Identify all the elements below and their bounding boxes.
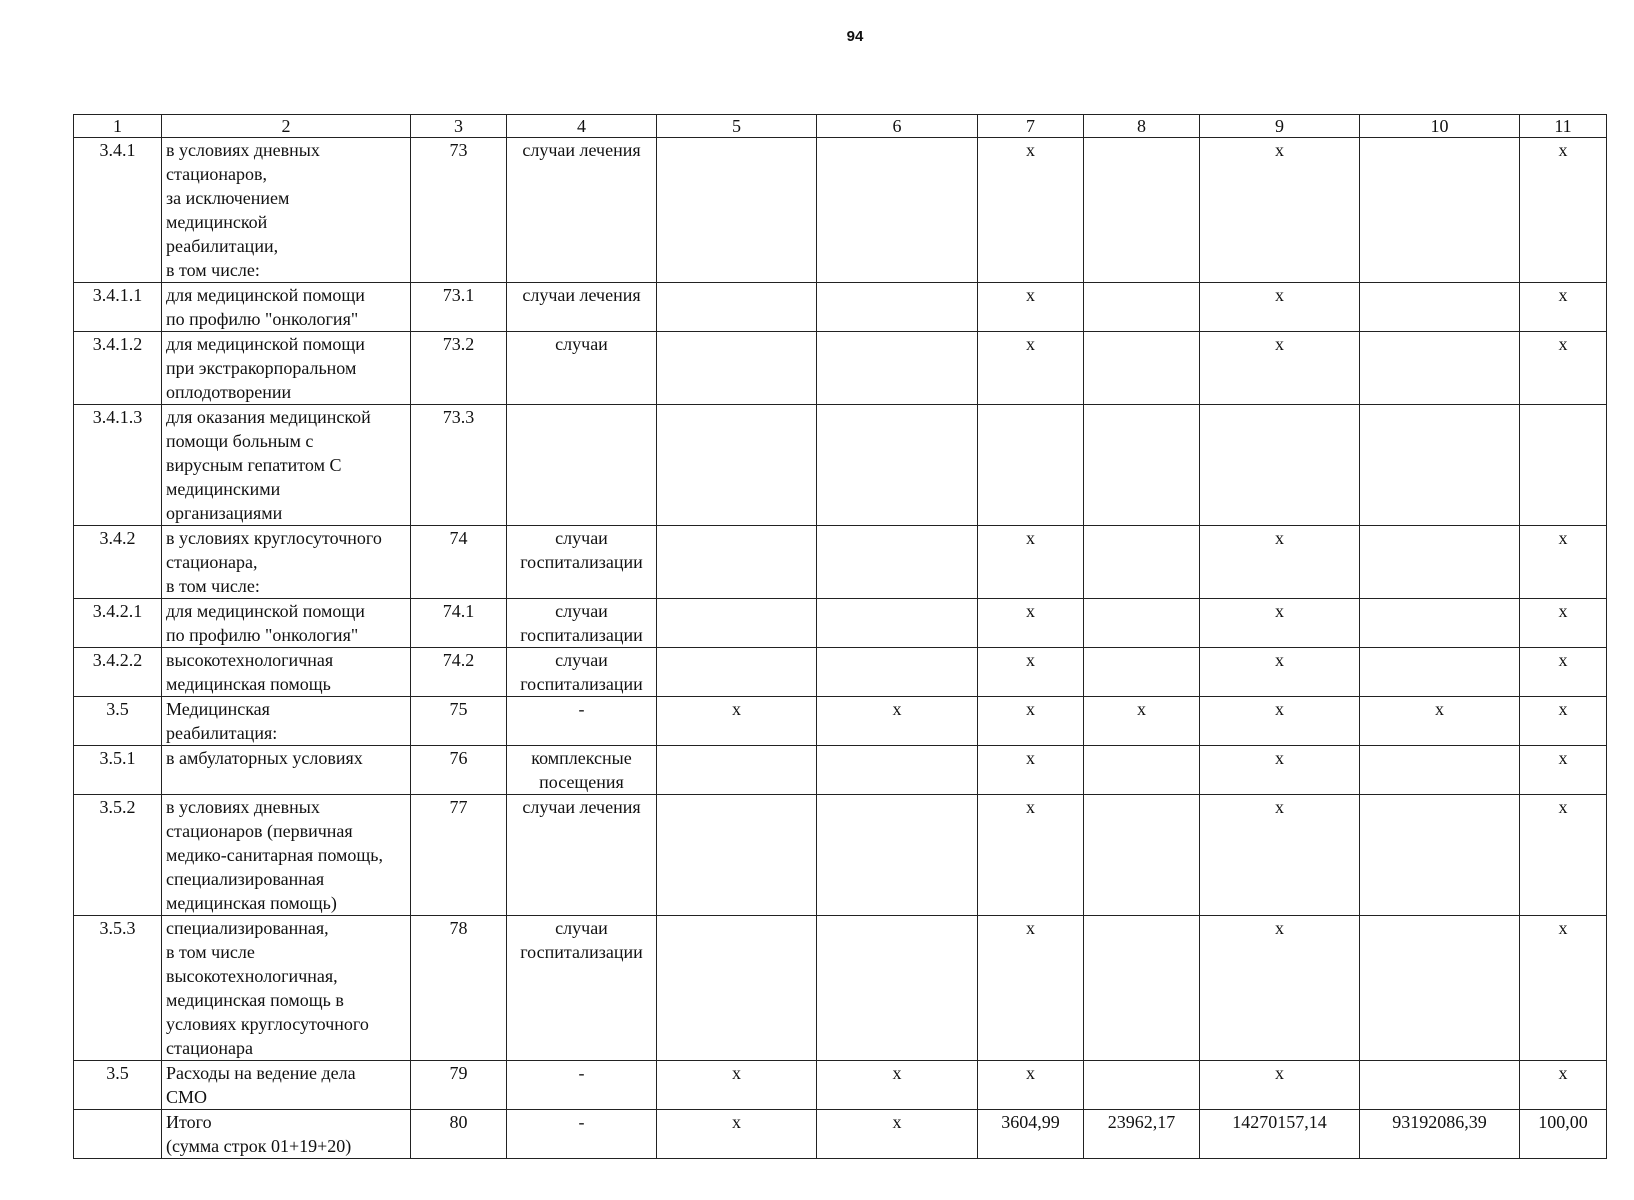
table-cell: х [978,138,1084,283]
table-cell: случаи лечения [507,283,657,332]
table-cell: - [507,697,657,746]
table-cell: 23962,17 [1084,1110,1200,1159]
table-cell [1084,1061,1200,1110]
table-cell: х [1520,648,1607,697]
table-cell [657,332,817,405]
table-cell: х [1200,916,1360,1061]
table-cell [1084,405,1200,526]
table-cell [657,526,817,599]
table-cell [1520,405,1607,526]
table-cell [1084,526,1200,599]
table-cell [1084,138,1200,283]
table-cell: х [657,1110,817,1159]
table-cell [657,916,817,1061]
table-row [74,332,1607,405]
table-cell [817,405,978,526]
table-cell: случаи госпитализации [507,599,657,648]
table-cell: Расходы на ведение дела СМО [162,1061,411,1110]
table-cell: х [978,746,1084,795]
table-cell: случаи [507,332,657,405]
table-row [74,648,1607,697]
table-row [74,283,1607,332]
table-row [74,916,1607,1061]
table-cell: - [507,1110,657,1159]
table-cell [1084,795,1200,916]
table-cell [1084,648,1200,697]
table-cell [1084,599,1200,648]
table-cell: х [1200,746,1360,795]
table-cell [1084,916,1200,1061]
table-row [74,1061,1607,1110]
column-header: 4 [507,115,657,138]
page-number: 94 [846,28,864,45]
table-cell: х [978,697,1084,746]
table-row [74,697,1607,746]
table-cell: случаи лечения [507,138,657,283]
table-cell: х [978,916,1084,1061]
table-cell: 3.4.1.2 [74,332,162,405]
table-cell: 3.5.3 [74,916,162,1061]
table-cell: в условиях круглосуточного стационара, в том числе: [162,526,411,599]
table-cell [1200,405,1360,526]
table-row [74,746,1607,795]
table-cell [1360,648,1520,697]
table-cell [1360,599,1520,648]
table-cell: х [1084,697,1200,746]
table-cell: х [1200,599,1360,648]
table-cell: х [1520,283,1607,332]
table-cell: х [1200,648,1360,697]
table-cell: 77 [411,795,507,916]
column-header: 11 [1520,115,1607,138]
table-cell: х [1200,526,1360,599]
table-cell: 3.5.1 [74,746,162,795]
column-header: 9 [1200,115,1360,138]
table-cell: в амбулаторных условиях [162,746,411,795]
table-cell [978,405,1084,526]
table-cell [1360,1061,1520,1110]
table-cell [657,648,817,697]
table-cell [657,599,817,648]
table-cell: х [1520,332,1607,405]
table-cell: для медицинской помощи при экстракорпоральном оплодотворении [162,332,411,405]
column-header: 10 [1360,115,1520,138]
table-cell: 73.1 [411,283,507,332]
table-cell [817,916,978,1061]
table-cell: х [817,1110,978,1159]
table-row [74,599,1607,648]
table-cell: х [1520,526,1607,599]
table-cell: 3604,99 [978,1110,1084,1159]
table-cell [74,1110,162,1159]
table-cell: высокотехнологичная медицинская помощь [162,648,411,697]
column-header: 8 [1084,115,1200,138]
table-cell [817,648,978,697]
data-table [73,114,1607,1159]
table-cell: 3.4.2 [74,526,162,599]
table-cell [1360,795,1520,916]
table-cell: 80 [411,1110,507,1159]
column-header: 1 [74,115,162,138]
column-header: 7 [978,115,1084,138]
table-cell: 74.1 [411,599,507,648]
table-cell: х [817,697,978,746]
table-cell [817,746,978,795]
table-cell: 73 [411,138,507,283]
table-cell: х [817,1061,978,1110]
table-cell: Медицинская реабилитация: [162,697,411,746]
table-cell: в условиях дневных стационаров (первичная медико-санитарная помощь, специализированная медицинская помощь) [162,795,411,916]
table-cell [817,283,978,332]
table-cell: х [657,1061,817,1110]
table-cell [817,138,978,283]
table-cell [817,795,978,916]
column-header: 6 [817,115,978,138]
table-cell: х [1200,138,1360,283]
table-cell: 3.5.2 [74,795,162,916]
table-cell: 3.4.1 [74,138,162,283]
table-cell: х [1520,795,1607,916]
table-cell: х [978,1061,1084,1110]
table-cell: х [978,795,1084,916]
table-cell [1084,332,1200,405]
table-cell: случаи госпитализации [507,648,657,697]
table-cell: 76 [411,746,507,795]
header-row [74,115,1607,138]
table-cell [1360,138,1520,283]
table-cell: х [657,697,817,746]
table-cell: специализированная, в том числе высокотехнологичная, медицинская помощь в условиях круглосуточного стационара [162,916,411,1061]
table-cell [1360,746,1520,795]
table-cell: в условиях дневных стационаров, за исключением медицинской реабилитации, в том числе: [162,138,411,283]
table-cell: - [507,1061,657,1110]
table-cell [1360,526,1520,599]
table-cell: х [978,283,1084,332]
table-cell: 78 [411,916,507,1061]
table-cell: 3.4.1.3 [74,405,162,526]
table-cell: х [1200,697,1360,746]
table-cell [657,405,817,526]
table-row [74,1110,1607,1159]
table-cell [657,795,817,916]
table-cell: случаи госпитализации [507,916,657,1061]
table-row [74,405,1607,526]
table-cell: 3.5 [74,697,162,746]
table-cell: 3.4.2.1 [74,599,162,648]
table-cell [657,138,817,283]
table-cell: 73.2 [411,332,507,405]
table-cell: для оказания медицинской помощи больным с вирусным гепатитом С медицинскими организациями [162,405,411,526]
table-cell: х [1360,697,1520,746]
table-cell: х [1200,795,1360,916]
table-cell: х [978,648,1084,697]
table-cell [1360,405,1520,526]
table-cell: 3.4.1.1 [74,283,162,332]
table-body [74,138,1607,1159]
table-row [74,526,1607,599]
table-cell [1360,332,1520,405]
table-cell [817,526,978,599]
table-cell [817,332,978,405]
table-cell: х [1200,283,1360,332]
table-row [74,795,1607,916]
table-cell [817,599,978,648]
table-cell: 74.2 [411,648,507,697]
table-cell: х [1520,599,1607,648]
table-cell [1360,283,1520,332]
table-cell: х [978,332,1084,405]
table-cell: 14270157,14 [1200,1110,1360,1159]
table-cell [1084,746,1200,795]
table-cell: для медицинской помощи по профилю "онкология" [162,599,411,648]
table-cell: 93192086,39 [1360,1110,1520,1159]
table-cell: х [978,526,1084,599]
table-cell: для медицинской помощи по профилю "онкология" [162,283,411,332]
column-header: 3 [411,115,507,138]
table-cell: 100,00 [1520,1110,1607,1159]
table-cell: 73.3 [411,405,507,526]
table-cell: х [1200,332,1360,405]
table-cell: 3.4.2.2 [74,648,162,697]
table-cell: 3.5 [74,1061,162,1110]
table-cell: случаи лечения [507,795,657,916]
table-cell [507,405,657,526]
column-header: 2 [162,115,411,138]
table-cell: х [1520,746,1607,795]
table-row [74,138,1607,283]
table-cell: х [1520,138,1607,283]
table-cell [657,283,817,332]
table-cell: 75 [411,697,507,746]
table-cell [1360,916,1520,1061]
table-cell: х [1520,1061,1607,1110]
table-cell: х [1520,916,1607,1061]
table-cell [1084,283,1200,332]
table-cell: Итого (сумма строк 01+19+20) [162,1110,411,1159]
table-cell: случаи госпитализации [507,526,657,599]
table-cell: х [1520,697,1607,746]
column-header: 5 [657,115,817,138]
table-cell: х [1200,1061,1360,1110]
table-cell: х [978,599,1084,648]
table-cell: 79 [411,1061,507,1110]
table-cell [657,746,817,795]
table-cell: 74 [411,526,507,599]
table-cell: комплексные посещения [507,746,657,795]
